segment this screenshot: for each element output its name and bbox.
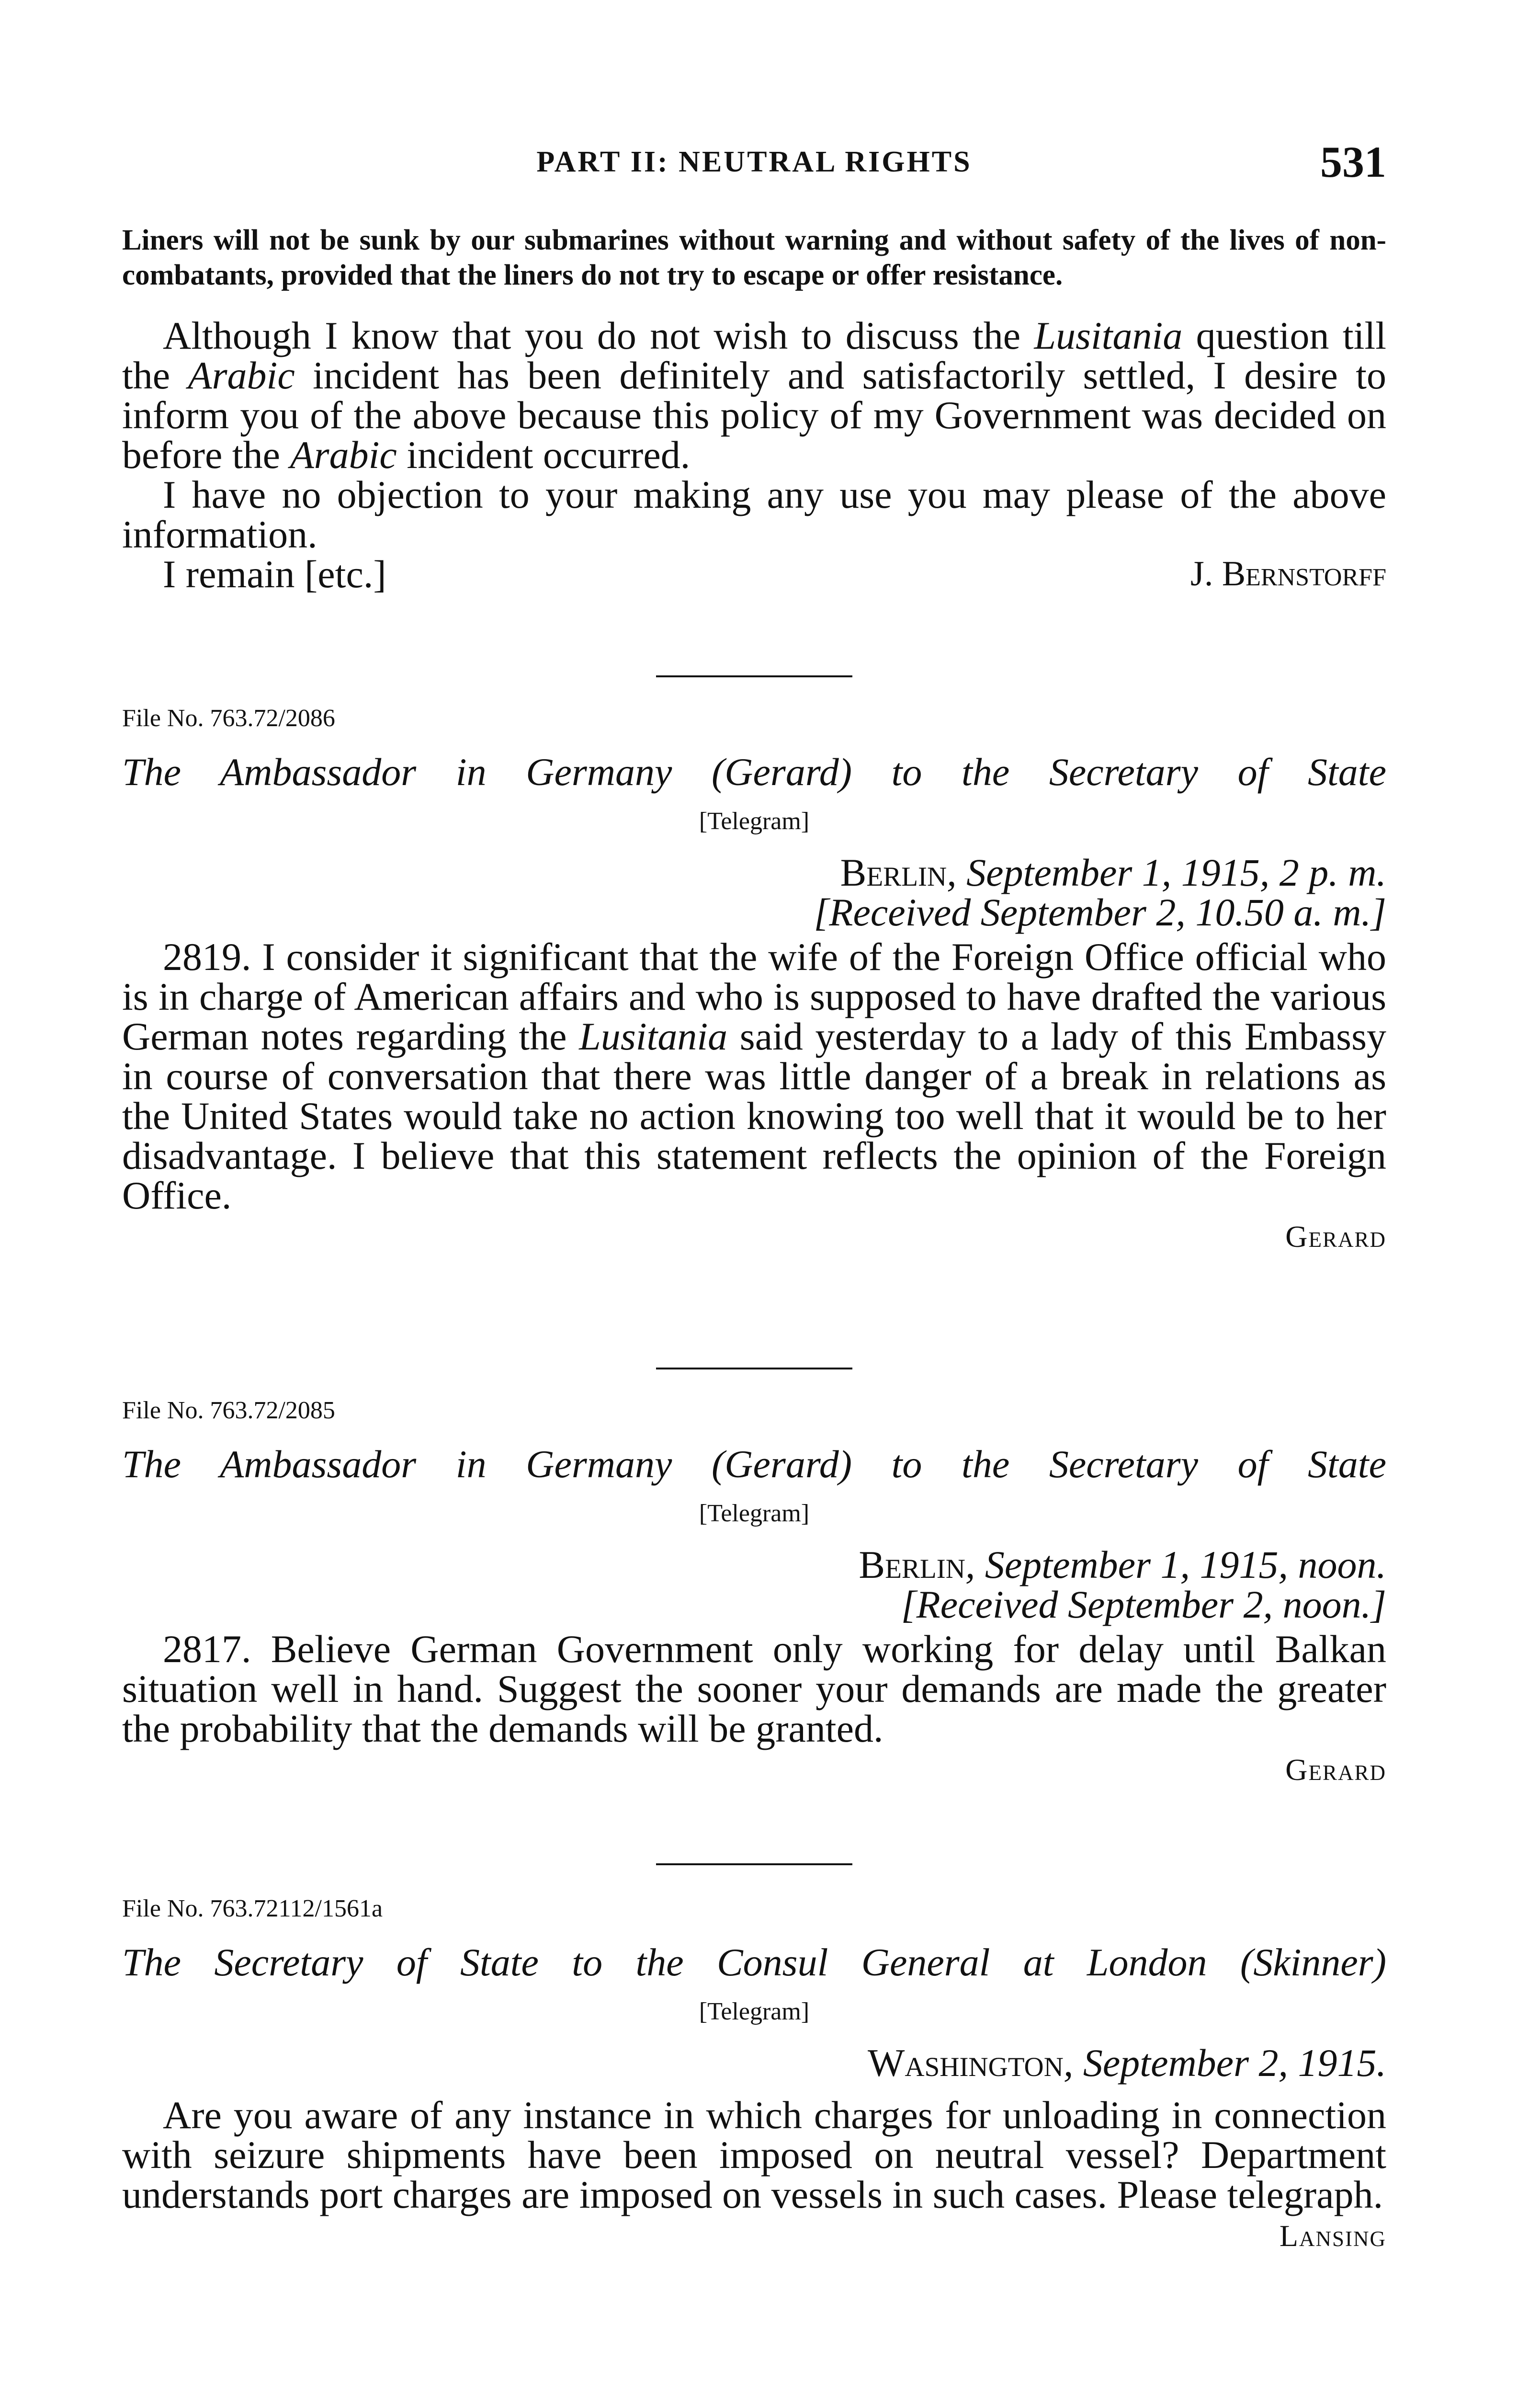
doc2-received: [Received September 2, noon.] [901,1583,1386,1626]
intro-para1-text-a: Although I know that you do not wish to discuss the [163,314,1034,357]
doc2-date: , September 1, 1915, noon. [965,1543,1386,1586]
doc3-dateline [122,2043,1386,2083]
doc2-type-label: [Telegram] [699,1500,810,1527]
doc1-body-lusitania: Lusitania [579,1015,728,1058]
doc3-body: Are you aware of any instance in which charges for unloading in connection with seizure shipments have been imposed on neutral vessel? Department understands port charges are imposed on vessels in such cases. Please telegraph. [122,2093,1386,2216]
doc1-date: , September 1, 1915, 2 p. m. [947,851,1386,894]
doc3-date: , September 2, 1915. [1063,2041,1386,2085]
doc2-heading-b: ) to the Secretary of State [838,1442,1386,1486]
doc1-dateline [122,853,1386,932]
intro-para1-lusitania: Lusitania [1034,314,1183,357]
doc3-heading-name: Skinner [1253,1940,1373,1984]
doc1-heading-name: Gerard [725,750,839,794]
doc1-body-a: 2819. I consider it significant that the wife of the Foreign Office official who is in charge of American affairs and who is supposed to have drafted the various German notes regarding the [122,935,1386,1058]
intro-signature: J. Bernstorff [1190,554,1386,593]
doc1-heading-b: ) to the Secretary of State [838,750,1386,794]
doc2-body: 2817. Believe German Government only working for delay until Balkan situation well in hand. Suggest the sooner your demands are made the greater the probability that the demands will be granted. [122,1627,1386,1750]
doc2-signature: Gerard [1285,1753,1386,1787]
section-divider-1 [656,675,852,677]
doc2-heading-a: The Ambassador in Germany ( [122,1442,725,1486]
intro-section [122,223,1386,594]
doc1-signature: Gerard [1285,1220,1386,1254]
doc3-heading [122,1940,1386,1985]
doc3-file-number: File No. 763.72112/1561a [122,1895,383,1922]
doc1-body [122,937,1386,1215]
document-2 [122,1396,1386,1788]
doc1-body-b: said yesterday to a lady of this Embassy in course of conversation that there was little danger of a break in relations as the United States would take no action knowing too well that it would be to her disadvantage. I believe that this statement reflects the opinion of the Foreign Office. [122,1015,1386,1217]
doc2-place: Berlin [859,1543,965,1586]
intro-paragraph-1 [122,316,1386,475]
doc2-dateline [122,1545,1386,1624]
doc3-type-label: [Telegram] [699,1998,810,2025]
intro-para1-text-d: incident occurred. [396,433,691,477]
running-title: PART II: NEUTRAL RIGHTS [536,146,972,178]
intro-small-paragraph: Liners will not be sunk by our submarines without warning and without safety of the lives of non-combatants, provided that the liners do not try to escape or offer resistance. [122,224,1386,291]
doc2-file-number: File No. 763.72/2085 [122,1397,335,1424]
page-number: 531 [1320,137,1386,186]
intro-paragraph-2: I have no objection to your making any use you may please of the above information. [122,473,1386,556]
doc2-heading-name: Gerard [725,1442,839,1486]
intro-para1-arabic-1: Arabic [188,354,295,397]
doc1-file-number: File No. 763.72/2086 [122,705,335,732]
intro-para1-text-c: incident has been definitely and satisfactorily settled, I desire to inform you of the above because this policy of my Government was decided on before the [122,354,1386,477]
doc1-type-label: [Telegram] [699,808,810,835]
doc1-place: Berlin [840,851,947,894]
doc3-signature: Lansing [1279,2219,1386,2253]
section-divider-3 [656,1863,852,1865]
intro-para1-text-b: question till the [122,314,1387,397]
document-1 [122,704,1386,1255]
doc1-heading-a: The Ambassador in Germany ( [122,750,725,794]
intro-closing: I remain [etc.] [163,552,386,596]
intro-para1-arabic-2: Arabic [290,433,397,477]
doc1-heading [122,750,1386,795]
doc3-heading-b: ) [1373,1940,1386,1984]
doc2-heading [122,1442,1386,1487]
doc3-heading-a: The Secretary of State to the Consul General at London ( [122,1940,1254,1984]
doc3-place: Washington [868,2041,1064,2085]
document-3 [122,1894,1386,2254]
running-head [122,137,1386,189]
intro-closing-row [122,554,1386,594]
section-divider-2 [656,1368,852,1369]
doc1-received: [Received September 2, 10.50 a. m.] [814,890,1386,934]
